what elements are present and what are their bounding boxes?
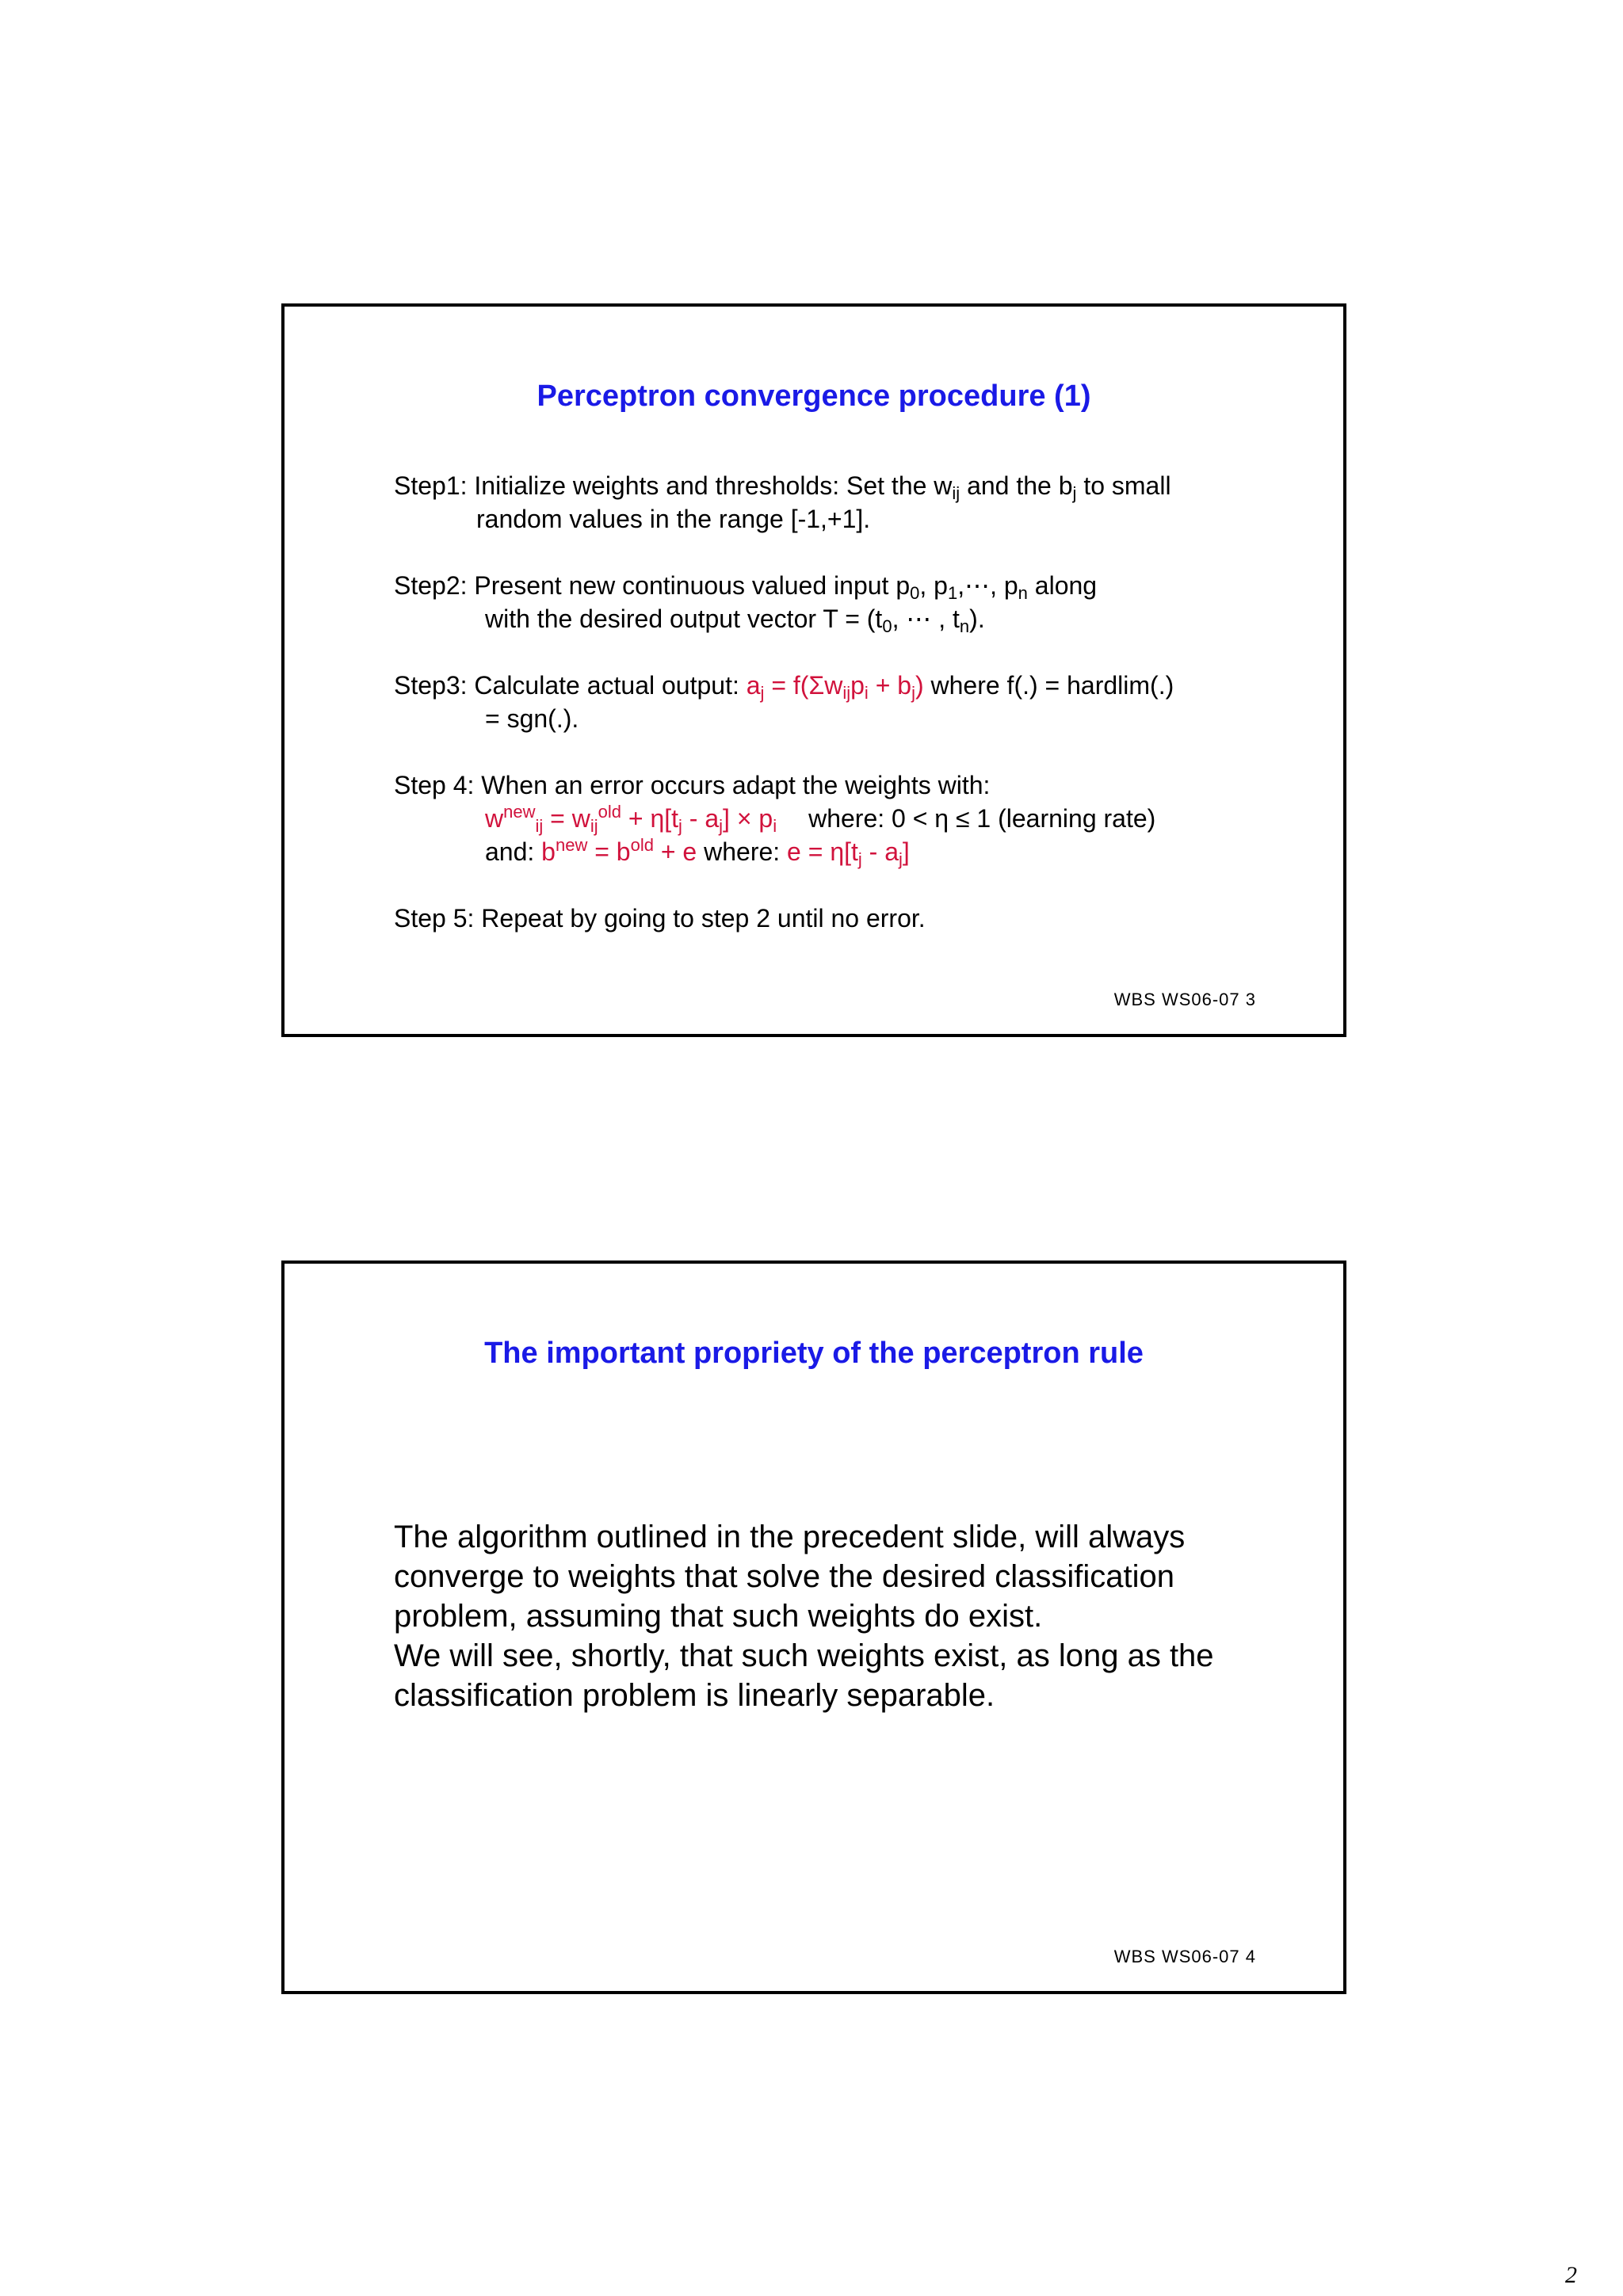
formula-a-sub: j (760, 683, 765, 703)
step-2-text-b: , p (919, 571, 948, 600)
e-eq-c: ] (902, 837, 910, 866)
weight-update-formula (485, 802, 777, 836)
step-1-text-b: and the b (960, 471, 1073, 500)
formula-d-sub: j (911, 683, 915, 703)
step-2-line-2-b: , ⋯ , t (892, 605, 960, 633)
formula-c: p (850, 671, 865, 700)
step-3-text-a: Step3: Calculate actual output: (394, 671, 747, 700)
slide-perceptron-rule-property (281, 1261, 1346, 1994)
steps-list (394, 469, 1312, 935)
step-3-text-b: where f(.) = hardlim(.) (923, 671, 1174, 700)
eq-c-sub: j (719, 816, 724, 836)
eq-a: = w (543, 804, 590, 833)
step-2-sub-n: n (1018, 583, 1028, 603)
eq-a-sub: ij (590, 816, 598, 836)
formula-b-sub: ij (842, 683, 851, 703)
eq-b: + η[t (621, 804, 679, 833)
step-4-line-1: Step 4: When an error occurs adapt the weights with: (394, 771, 991, 799)
step-1-text-a: Step1: Initialize weights and thresholds: Set the w (394, 471, 953, 500)
eq-d: ] × p (723, 804, 773, 833)
slide-body (394, 1517, 1312, 1715)
and-label: and: (485, 837, 542, 866)
b-eq-a-sup: new (555, 835, 588, 855)
slide-footer: WBS WS06-07 4 (1113, 1947, 1256, 1966)
b-eq-b-sup: old (630, 835, 654, 855)
step-2-sub-t0: 0 (882, 616, 892, 636)
output-formula (746, 671, 924, 703)
b-eq-b: = b (587, 837, 631, 866)
body-line: classification problem is linearly separable. (394, 1678, 995, 1713)
step-1-sub-j: j (1072, 483, 1077, 503)
learning-rate-condition: where: 0 < η ≤ 1 (learning rate) (808, 804, 1156, 833)
step-2-sub-1: 1 (947, 583, 958, 603)
step-2 (394, 569, 1312, 635)
step-2-line-2-a: with the desired output vector T = (t (485, 605, 883, 633)
step-2-sub-0: 0 (910, 583, 920, 603)
bias-update-formula (541, 837, 697, 866)
eq-b-sub: j (678, 816, 682, 836)
formula-b: = f(Σw (764, 671, 843, 700)
b-eq-a: b (541, 837, 556, 866)
slide-title: The important propriety of the perceptron rule (484, 1337, 1144, 1370)
step-4-bias-update (394, 835, 1312, 868)
step-2-sub-tn: n (959, 616, 970, 636)
b-eq-c: + e (653, 837, 697, 866)
step-1-sub-ij: ij (952, 483, 960, 503)
w: w (485, 804, 504, 833)
step-5: Step 5: Repeat by going to step 2 until no error. (394, 904, 926, 933)
eq-d-sub: i (773, 816, 777, 836)
step-4 (394, 769, 1312, 868)
step-3-line-2: = sgn(.). (485, 704, 579, 733)
body-line: We will see, shortly, that such weights exist, as long as the (394, 1638, 1214, 1673)
step-2-text-d: along (1027, 571, 1098, 600)
step-4-weight-update (394, 802, 1312, 835)
step-3 (394, 669, 1312, 735)
formula-a: a (746, 671, 761, 700)
e-eq-b: - a (861, 837, 899, 866)
w-sub-ij: ij (535, 816, 544, 836)
step-2-line-2 (394, 602, 1312, 635)
slide-footer: WBS WS06-07 3 (1113, 990, 1256, 1009)
step-1-text-c: to small (1076, 471, 1171, 500)
step-1-line-2: random values in the range [-1,+1]. (476, 505, 871, 533)
step-2-line-2-c: ). (969, 605, 985, 633)
w-sup-new: new (503, 802, 536, 822)
error-formula (787, 837, 910, 869)
formula-e: ) (915, 671, 924, 700)
slide-perceptron-convergence (281, 303, 1346, 1037)
formula-c-sub: i (864, 683, 869, 703)
eq-a-sup: old (598, 802, 621, 822)
eq-c: - a (682, 804, 720, 833)
where2-label: where: (697, 837, 788, 866)
body-line: problem, assuming that such weights do exist. (394, 1599, 1043, 1634)
formula-d: + b (868, 671, 912, 700)
body-line: converge to weights that solve the desired classification (394, 1559, 1174, 1594)
slide-title: Perceptron convergence procedure (1) (537, 379, 1091, 413)
e-eq-a-sub: j (857, 849, 862, 869)
body-line: The algorithm outlined in the precedent slide, will always (394, 1520, 1186, 1554)
step-2-text-c: ,⋯, p (957, 571, 1018, 600)
step-2-text-a: Step2: Present new continuous valued input p (394, 571, 911, 600)
e-eq-a: e = η[t (787, 837, 858, 866)
step-1 (394, 469, 1312, 536)
page-number: 2 (1565, 2262, 1577, 2288)
e-eq-b-sub: j (899, 849, 903, 869)
